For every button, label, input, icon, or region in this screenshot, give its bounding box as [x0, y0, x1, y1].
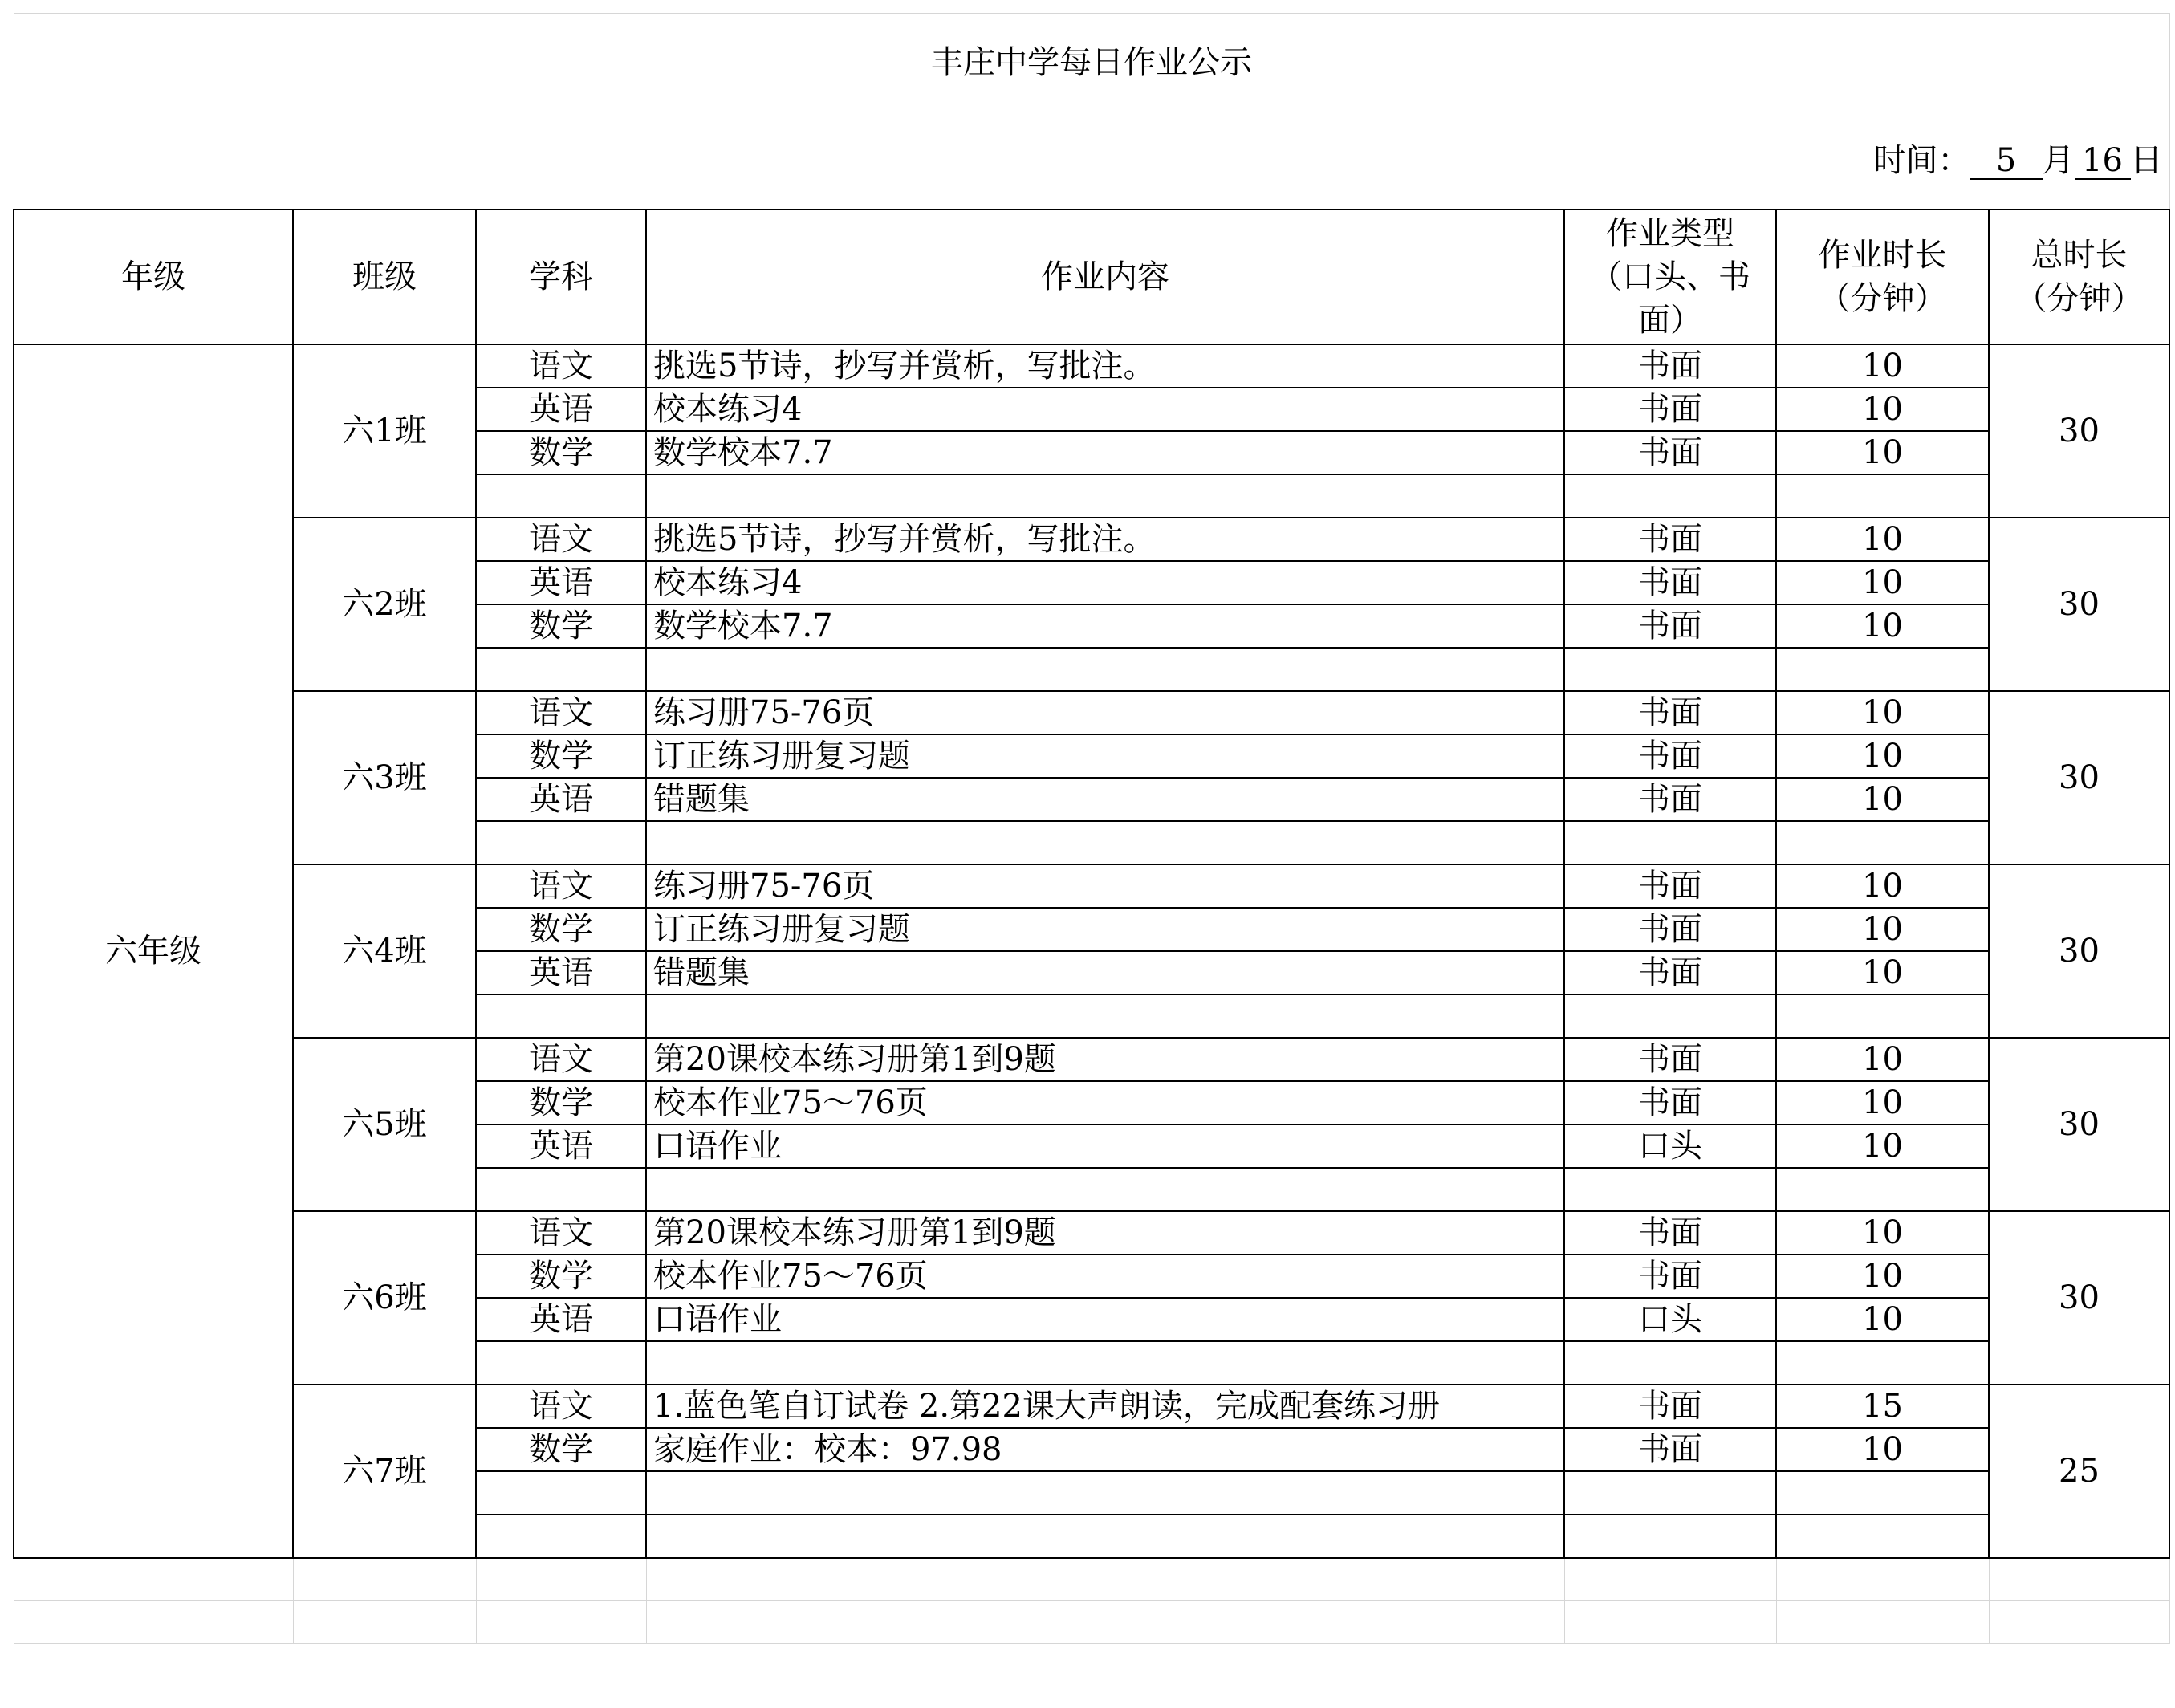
content-cell: 校本练习4 — [646, 388, 1564, 431]
content-cell: 第20课校本练习册第1到9题 — [646, 1211, 1564, 1255]
content-cell: 订正练习册复习题 — [646, 734, 1564, 778]
subject-cell: 语文 — [476, 1211, 646, 1255]
subject-cell: 数学 — [476, 908, 646, 951]
content-cell — [646, 1168, 1564, 1211]
content-cell: 校本作业75～76页 — [646, 1081, 1564, 1124]
duration-cell: 10 — [1776, 1298, 1989, 1341]
empty-cell — [1776, 1558, 1989, 1601]
date-day: 16 — [2075, 143, 2131, 180]
type-cell: 书面 — [1564, 1385, 1776, 1428]
type-cell: 书面 — [1564, 778, 1776, 821]
subject-cell — [476, 821, 646, 864]
empty-row — [14, 1558, 2169, 1601]
content-cell — [646, 994, 1564, 1038]
duration-cell: 10 — [1776, 604, 1989, 648]
total-cell: 30 — [1989, 1038, 2169, 1211]
empty-cell — [1564, 1601, 1776, 1644]
duration-cell: 10 — [1776, 1081, 1989, 1124]
content-cell: 练习册75-76页 — [646, 864, 1564, 908]
empty-row — [14, 1601, 2169, 1644]
grade-cell: 六年级 — [14, 344, 293, 1558]
table-row — [14, 691, 2169, 734]
subject-cell — [476, 994, 646, 1038]
subject-cell: 语文 — [476, 344, 646, 388]
subject-cell: 数学 — [476, 1428, 646, 1471]
class-cell: 六4班 — [293, 864, 476, 1038]
subject-cell — [476, 1341, 646, 1385]
content-cell: 校本练习4 — [646, 561, 1564, 604]
subject-cell — [476, 648, 646, 691]
type-cell: 书面 — [1564, 518, 1776, 561]
type-cell: 书面 — [1564, 864, 1776, 908]
subject-cell: 语文 — [476, 1038, 646, 1081]
subject-cell: 英语 — [476, 561, 646, 604]
total-cell: 25 — [1989, 1385, 2169, 1558]
duration-cell: 10 — [1776, 561, 1989, 604]
header-subject: 学科 — [476, 209, 646, 344]
subject-cell: 语文 — [476, 1385, 646, 1428]
subject-cell — [476, 1471, 646, 1515]
class-cell: 六6班 — [293, 1211, 476, 1385]
duration-cell — [1776, 1168, 1989, 1211]
empty-cell — [1776, 1601, 1989, 1644]
duration-cell: 10 — [1776, 1038, 1989, 1081]
duration-cell — [1776, 1341, 1989, 1385]
type-cell — [1564, 1471, 1776, 1515]
content-cell: 数学校本7.7 — [646, 431, 1564, 474]
subject-cell — [476, 474, 646, 518]
empty-cell — [1989, 1601, 2169, 1644]
class-cell: 六7班 — [293, 1385, 476, 1558]
content-cell: 错题集 — [646, 951, 1564, 994]
table-row — [14, 344, 2169, 388]
content-cell — [646, 648, 1564, 691]
subject-cell: 数学 — [476, 431, 646, 474]
type-cell: 书面 — [1564, 604, 1776, 648]
content-cell: 第20课校本练习册第1到9题 — [646, 1038, 1564, 1081]
total-cell: 30 — [1989, 1211, 2169, 1385]
class-cell: 六1班 — [293, 344, 476, 518]
type-cell: 书面 — [1564, 1428, 1776, 1471]
table-row — [14, 1038, 2169, 1081]
content-cell: 家庭作业：校本：97.98 — [646, 1428, 1564, 1471]
duration-cell: 10 — [1776, 864, 1989, 908]
header-total: 总时长（分钟） — [1989, 209, 2169, 344]
table-row — [14, 1211, 2169, 1255]
type-cell: 书面 — [1564, 1038, 1776, 1081]
empty-cell — [293, 1558, 476, 1601]
table-row — [14, 1385, 2169, 1428]
duration-cell — [1776, 821, 1989, 864]
duration-cell — [1776, 1471, 1989, 1515]
duration-cell: 10 — [1776, 388, 1989, 431]
duration-cell — [1776, 1515, 1989, 1558]
date-month-unit: 月 — [2042, 141, 2075, 179]
type-cell: 书面 — [1564, 1081, 1776, 1124]
type-cell: 书面 — [1564, 951, 1776, 994]
type-cell — [1564, 1515, 1776, 1558]
total-cell: 30 — [1989, 864, 2169, 1038]
content-cell: 口语作业 — [646, 1124, 1564, 1168]
page-title: 丰庄中学每日作业公示 — [14, 14, 2169, 112]
content-cell: 数学校本7.7 — [646, 604, 1564, 648]
subject-cell: 英语 — [476, 388, 646, 431]
type-cell: 书面 — [1564, 734, 1776, 778]
empty-cell — [646, 1601, 1564, 1644]
type-cell — [1564, 1168, 1776, 1211]
homework-table — [13, 13, 2170, 1644]
subject-cell: 英语 — [476, 1298, 646, 1341]
empty-cell — [646, 1558, 1564, 1601]
subject-cell: 数学 — [476, 1081, 646, 1124]
subject-cell — [476, 1515, 646, 1558]
duration-cell: 10 — [1776, 1124, 1989, 1168]
duration-cell: 10 — [1776, 691, 1989, 734]
type-cell: 书面 — [1564, 1211, 1776, 1255]
total-cell: 30 — [1989, 518, 2169, 691]
content-cell — [646, 821, 1564, 864]
type-cell: 书面 — [1564, 388, 1776, 431]
type-cell — [1564, 1341, 1776, 1385]
content-cell: 口语作业 — [646, 1298, 1564, 1341]
content-cell: 错题集 — [646, 778, 1564, 821]
type-cell: 书面 — [1564, 908, 1776, 951]
subject-cell: 英语 — [476, 1124, 646, 1168]
duration-cell: 10 — [1776, 1428, 1989, 1471]
duration-cell: 10 — [1776, 908, 1989, 951]
subject-cell: 语文 — [476, 864, 646, 908]
empty-cell — [293, 1601, 476, 1644]
header-content: 作业内容 — [646, 209, 1564, 344]
type-cell: 书面 — [1564, 431, 1776, 474]
duration-cell: 10 — [1776, 344, 1989, 388]
type-cell — [1564, 648, 1776, 691]
table-row — [14, 518, 2169, 561]
date-label: 时间： — [1873, 141, 1970, 179]
class-cell: 六2班 — [293, 518, 476, 691]
subject-cell: 语文 — [476, 691, 646, 734]
homework-sheet — [13, 13, 2170, 1644]
date-month: 5 — [1970, 143, 2043, 180]
type-cell — [1564, 474, 1776, 518]
type-cell: 口头 — [1564, 1124, 1776, 1168]
duration-cell: 15 — [1776, 1385, 1989, 1428]
header-grade: 年级 — [14, 209, 293, 344]
duration-cell: 10 — [1776, 1255, 1989, 1298]
header-duration: 作业时长（分钟） — [1776, 209, 1989, 344]
duration-cell: 10 — [1776, 1211, 1989, 1255]
header-type: 作业类型（口头、书面） — [1564, 209, 1776, 344]
empty-cell — [14, 1601, 293, 1644]
empty-cell — [476, 1601, 646, 1644]
content-cell — [646, 1341, 1564, 1385]
empty-cell — [1989, 1558, 2169, 1601]
content-cell: 1.蓝色笔自订试卷 2.第22课大声朗读，完成配套练习册 — [646, 1385, 1564, 1428]
subject-cell: 英语 — [476, 778, 646, 821]
date-line — [14, 112, 2169, 210]
content-cell: 订正练习册复习题 — [646, 908, 1564, 951]
type-cell: 书面 — [1564, 561, 1776, 604]
class-cell: 六5班 — [293, 1038, 476, 1211]
type-cell: 书面 — [1564, 344, 1776, 388]
type-cell: 书面 — [1564, 1255, 1776, 1298]
content-cell: 练习册75-76页 — [646, 691, 1564, 734]
duration-cell: 10 — [1776, 951, 1989, 994]
table-row — [14, 864, 2169, 908]
type-cell — [1564, 994, 1776, 1038]
header-row — [14, 209, 2169, 344]
total-cell: 30 — [1989, 344, 2169, 518]
content-cell: 挑选5节诗，抄写并赏析，写批注。 — [646, 344, 1564, 388]
date-day-unit: 日 — [2130, 141, 2163, 179]
subject-cell — [476, 1168, 646, 1211]
subject-cell: 数学 — [476, 604, 646, 648]
empty-cell — [14, 1558, 293, 1601]
empty-cell — [1564, 1558, 1776, 1601]
empty-cell — [476, 1558, 646, 1601]
content-cell: 挑选5节诗，抄写并赏析，写批注。 — [646, 518, 1564, 561]
subject-cell: 数学 — [476, 1255, 646, 1298]
duration-cell: 10 — [1776, 734, 1989, 778]
total-cell: 30 — [1989, 691, 2169, 864]
type-cell — [1564, 821, 1776, 864]
duration-cell — [1776, 994, 1989, 1038]
content-cell — [646, 474, 1564, 518]
subject-cell: 数学 — [476, 734, 646, 778]
duration-cell: 10 — [1776, 518, 1989, 561]
subject-cell: 语文 — [476, 518, 646, 561]
header-class: 班级 — [293, 209, 476, 344]
duration-cell — [1776, 648, 1989, 691]
content-cell: 校本作业75～76页 — [646, 1255, 1564, 1298]
content-cell — [646, 1515, 1564, 1558]
class-cell: 六3班 — [293, 691, 476, 864]
duration-cell: 10 — [1776, 431, 1989, 474]
duration-cell: 10 — [1776, 778, 1989, 821]
type-cell: 书面 — [1564, 691, 1776, 734]
subject-cell: 英语 — [476, 951, 646, 994]
content-cell — [646, 1471, 1564, 1515]
duration-cell — [1776, 474, 1989, 518]
type-cell: 口头 — [1564, 1298, 1776, 1341]
